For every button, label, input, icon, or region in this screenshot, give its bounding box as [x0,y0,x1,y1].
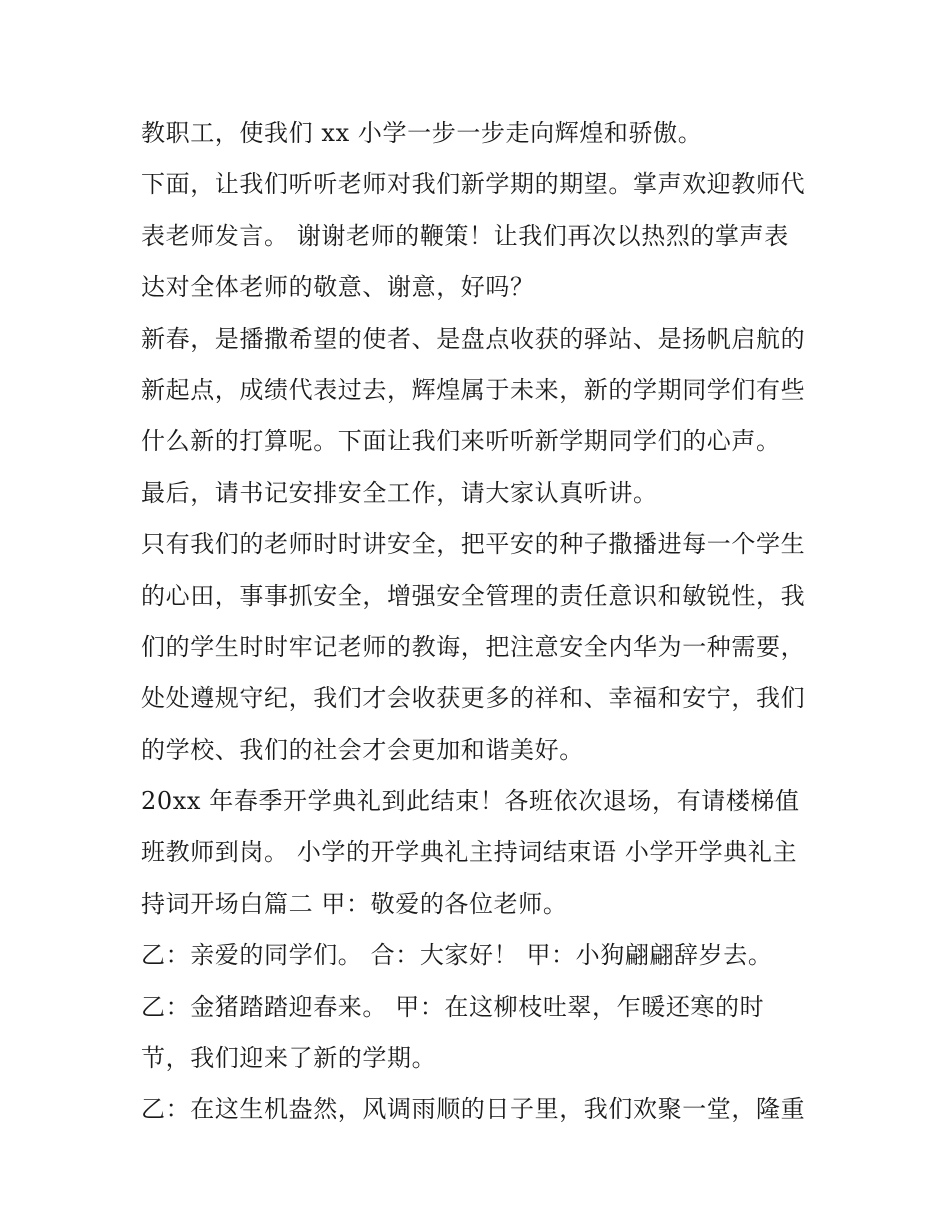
document-body [141,108,821,1136]
text-line: 持词开场白篇二 甲：敬爱的各位老师。 [141,889,568,918]
text-line: 20xx 年春季开学典礼到此结束！各班依次退场，有请楼梯值 [141,787,800,816]
text-line: 新春，是播撒希望的使者、是盘点收获的驿站、是扬帆启航的 [141,324,806,353]
text-line: 们的学生时时牢记老师的教诲，把注意安全内华为一种需要， [141,632,806,661]
text-line: 下面，让我们听听老师对我们新学期的期望。掌声欢迎教师代 [141,170,806,199]
text-line: 达对全体老师的敬意、谢意，好吗？ [141,273,535,302]
text-line: 的学校、我们的社会才会更加和谐美好。 [141,735,584,764]
text-line: 节，我们迎来了新的学期。 [141,1044,437,1073]
text-line: 教职工，使我们 xx 小学一步一步走向辉煌和骄傲。 [141,119,703,147]
text-line: 乙：亲爱的同学们。 合：大家好！ 甲：小狗翩翩辞岁去。 [141,941,773,970]
text-line: 乙：在这生机盎然，风调雨顺的日子里，我们欢聚一堂，隆重 [141,1095,806,1124]
text-line: 乙：金猪踏踏迎春来。 甲：在这柳枝吐翠，乍暖还寒的时 [141,992,765,1021]
text-line: 处处遵规守纪，我们才会收获更多的祥和、幸福和安宁，我们 [141,684,806,713]
text-line: 什么新的打算呢。下面让我们来听听新学期同学们的心声。 [141,427,781,456]
text-line: 只有我们的老师时时讲安全，把平安的种子撒播进每一个学生 [141,530,806,559]
text-line: 最后，请书记安排安全工作，请大家认真听讲。 [141,478,658,507]
text-line: 表老师发言。 谢谢老师的鞭策！让我们再次以热烈的掌声表 [141,221,789,250]
text-line: 新起点，成绩代表过去，辉煌属于未来，新的学期同学们有些 [141,375,806,404]
text-line: 班教师到岗。 小学的开学典礼主持词结束语 小学开学典礼主 [141,838,798,867]
text-line: 的心田，事事抓安全，增强安全管理的责任意识和敏锐性，我 [141,581,806,610]
